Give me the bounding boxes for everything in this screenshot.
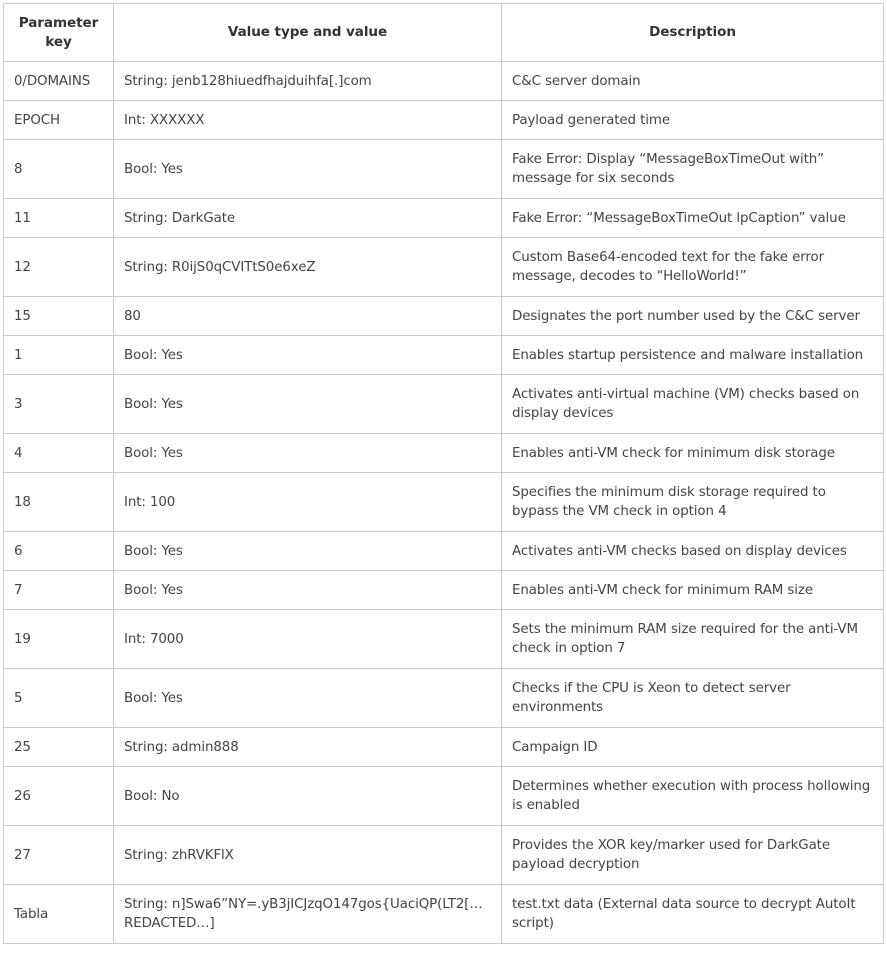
cell-key: 26 <box>4 767 114 826</box>
cell-description: Determines whether execution with process hollowing is enabled <box>502 767 884 826</box>
cell-key: EPOCH <box>4 101 114 140</box>
cell-value: Bool: Yes <box>114 140 502 199</box>
cell-value: Int: 7000 <box>114 610 502 669</box>
cell-value: String: R0ijS0qCVITtS0e6xeZ <box>114 238 502 297</box>
table-header-row <box>4 4 884 62</box>
table-row <box>4 375 884 434</box>
table-row <box>4 62 884 101</box>
cell-value: Bool: Yes <box>114 532 502 571</box>
table-row <box>4 297 884 336</box>
cell-key: 1 <box>4 336 114 375</box>
cell-description: Activates anti-VM checks based on display devices <box>502 532 884 571</box>
cell-description: C&C server domain <box>502 62 884 101</box>
table-row <box>4 199 884 238</box>
cell-value: String: DarkGate <box>114 199 502 238</box>
cell-key: 6 <box>4 532 114 571</box>
cell-key: 18 <box>4 473 114 532</box>
cell-description: Specifies the minimum disk storage required to bypass the VM check in option 4 <box>502 473 884 532</box>
cell-value: Bool: Yes <box>114 336 502 375</box>
cell-description: Fake Error: Display “MessageBoxTimeOut with” message for six seconds <box>502 140 884 199</box>
cell-key: 3 <box>4 375 114 434</box>
header-parameter-key: Parameter key <box>4 4 114 62</box>
cell-description: test.txt data (External data source to decrypt AutoIt script) <box>502 885 884 944</box>
cell-description: Activates anti-virtual machine (VM) checks based on display devices <box>502 375 884 434</box>
cell-description: Custom Base64-encoded text for the fake error message, decodes to “HelloWorld!” <box>502 238 884 297</box>
cell-value: Bool: No <box>114 767 502 826</box>
table-row <box>4 434 884 473</box>
cell-value: Bool: Yes <box>114 571 502 610</box>
table-row <box>4 826 884 885</box>
cell-key: Tabla <box>4 885 114 944</box>
cell-description: Sets the minimum RAM size required for the anti-VM check in option 7 <box>502 610 884 669</box>
cell-value: String: jenb128hiuedfhajduihfa[.]com <box>114 62 502 101</box>
table-row <box>4 532 884 571</box>
table-row <box>4 140 884 199</box>
cell-key: 7 <box>4 571 114 610</box>
cell-key: 0/DOMAINS <box>4 62 114 101</box>
table-row <box>4 101 884 140</box>
header-description: Description <box>502 4 884 62</box>
table-row <box>4 610 884 669</box>
header-value-type: Value type and value <box>114 4 502 62</box>
cell-key: 5 <box>4 669 114 728</box>
cell-value: Bool: Yes <box>114 669 502 728</box>
cell-value: Int: 100 <box>114 473 502 532</box>
table-row <box>4 571 884 610</box>
cell-key: 15 <box>4 297 114 336</box>
cell-value: Int: XXXXXX <box>114 101 502 140</box>
cell-key: 8 <box>4 140 114 199</box>
cell-description: Campaign ID <box>502 728 884 767</box>
cell-key: 27 <box>4 826 114 885</box>
table-row <box>4 473 884 532</box>
cell-description: Enables anti-VM check for minimum RAM size <box>502 571 884 610</box>
config-parameters-table <box>3 3 884 944</box>
cell-value: String: admin888 <box>114 728 502 767</box>
cell-value: Bool: Yes <box>114 375 502 434</box>
table-row <box>4 238 884 297</box>
table-row <box>4 728 884 767</box>
cell-description: Provides the XOR key/marker used for DarkGate payload decryption <box>502 826 884 885</box>
table-row <box>4 767 884 826</box>
cell-value: Bool: Yes <box>114 434 502 473</box>
cell-description: Designates the port number used by the C&C server <box>502 297 884 336</box>
cell-description: Payload generated time <box>502 101 884 140</box>
cell-key: 4 <box>4 434 114 473</box>
cell-value: String: zhRVKFlX <box>114 826 502 885</box>
cell-description: Enables anti-VM check for minimum disk storage <box>502 434 884 473</box>
cell-description: Enables startup persistence and malware installation <box>502 336 884 375</box>
cell-key: 12 <box>4 238 114 297</box>
cell-description: Fake Error: “MessageBoxTimeOut lpCaption” value <box>502 199 884 238</box>
table-row <box>4 669 884 728</box>
cell-key: 25 <box>4 728 114 767</box>
cell-key: 11 <box>4 199 114 238</box>
cell-value: String: n]Swa6”NY=.yB3jICJzqO147gos{UaciQP(LT2[…REDACTED…] <box>114 885 502 944</box>
table-row <box>4 885 884 944</box>
cell-key: 19 <box>4 610 114 669</box>
table-row <box>4 336 884 375</box>
cell-value: 80 <box>114 297 502 336</box>
cell-description: Checks if the CPU is Xeon to detect server environments <box>502 669 884 728</box>
